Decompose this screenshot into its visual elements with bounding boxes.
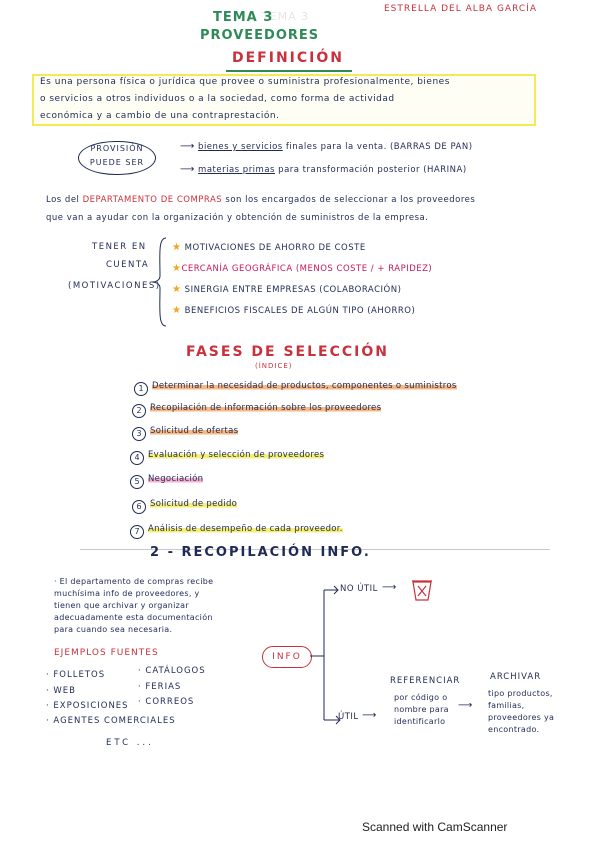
etc-text: ETC ...: [106, 738, 154, 748]
recopilacion-line-5: para cuando sea necesaria.: [54, 625, 173, 634]
fuente-item: · EXPOSICIONES: [46, 701, 129, 711]
fase-number: 5: [130, 475, 144, 489]
recopilacion-line-1: · El departamento de compras recibe: [54, 577, 214, 586]
tener-item-3-text: SINERGIA ENTRE EMPRESAS (COLABORACIÓN): [184, 285, 402, 295]
archivar-line: familias,: [488, 701, 525, 710]
provision-item-1-key: bienes y servicios: [198, 142, 283, 152]
fase-item-7-text: Análisis de desempeño de cada proveedor.: [148, 524, 343, 534]
provision-item-2: [180, 164, 467, 175]
referenciar-title: REFERENCIAR: [390, 676, 461, 686]
provision-oval: [78, 141, 156, 175]
provision-oval-line-2: PUEDE SER: [89, 158, 145, 167]
fase-item-4: [148, 450, 324, 460]
ejemplos-title: EJEMPLOS FUENTES: [54, 648, 159, 658]
tema-shadow-text: TEMA 3: [262, 10, 310, 23]
tener-label-2: CUENTA: [106, 260, 150, 270]
fases-title: FASES DE SELECCIÓN: [186, 344, 389, 360]
tener-item-2: [172, 263, 432, 274]
util-label: ÚTIL: [338, 712, 359, 722]
departamento-prefix: Los del: [46, 195, 83, 205]
recopilacion-line-4: adecuadamente esta documentación: [54, 613, 213, 622]
fase-number: 4: [130, 451, 144, 465]
recopilacion-title: 2 - RECOPILACIÓN INFO.: [150, 545, 371, 560]
fase-number: 3: [132, 427, 146, 441]
provision-item-1: [180, 141, 473, 152]
tener-item-1-text: MOTIVACIONES DE AHORRO DE COSTE: [184, 243, 366, 253]
referenciar-line: identificarlo: [394, 717, 446, 726]
scanner-watermark: Scanned with CamScanner: [362, 820, 508, 834]
provision-item-1-rest: finales para la venta. (BARRAS DE PAN): [282, 142, 473, 152]
tener-item-4-text: BENEFICIOS FISCALES DE ALGÚN TIPO (AHORRO): [184, 306, 416, 316]
departamento-line-1: [46, 192, 475, 208]
arrow-right-icon: ⟶: [382, 582, 397, 593]
fuente-item: · WEB: [46, 686, 77, 696]
fuente-item: · AGENTES COMERCIALES: [46, 716, 176, 726]
fuente-item: · CATÁLOGOS: [138, 666, 206, 676]
referenciar-line: por código o: [394, 693, 448, 702]
fase-number: 6: [132, 500, 146, 514]
fase-item-5-text: Negociación: [148, 474, 204, 484]
archivar-line: proveedores ya: [488, 713, 555, 722]
provision-oval-line-1: PROVISIÓN: [90, 144, 144, 153]
fase-item-5: [148, 474, 203, 484]
fase-number: 7: [130, 525, 144, 539]
fase-number: 2: [132, 404, 146, 418]
archivar-line: tipo productos,: [488, 689, 553, 698]
tener-item-1: [172, 242, 366, 253]
fase-number: 1: [134, 382, 148, 396]
tener-item-3: [172, 284, 401, 295]
tener-label-3: (MOTIVACIONES): [68, 281, 161, 291]
info-oval: INFO: [262, 646, 312, 668]
provision-item-2-rest: para transformación posterior (HARINA): [274, 165, 467, 175]
fase-item-6: [150, 499, 237, 509]
fase-item-1: [152, 381, 457, 391]
tener-item-2-text: CERCANÍA GEOGRÁFICA (MENOS COSTE / + RAPIDEZ): [181, 264, 433, 274]
arrow-right-icon: ⟶: [458, 700, 473, 711]
star-icon: ★: [172, 242, 182, 253]
author-name: ESTRELLA DEL ALBA GARCÍA: [384, 4, 537, 14]
fuente-item: · FERIAS: [138, 682, 182, 692]
fase-item-2: [150, 403, 381, 413]
fuente-item: · CORREOS: [138, 697, 195, 707]
definicion-underline: [226, 70, 352, 72]
definicion-line-1: Es una persona física o jurídica que provee o suministra profesionalmente, bienes: [40, 77, 450, 87]
fase-item-1-text: Determinar la necesidad de productos, componentes o suministros: [152, 381, 457, 391]
departamento-highlight: DEPARTAMENTO DE COMPRAS: [82, 195, 223, 205]
departamento-line-2: que van a ayudar con la organización y obtención de suministros de la empresa.: [46, 213, 429, 223]
archivar-text: [488, 688, 554, 736]
fase-item-3: [150, 426, 238, 436]
archivar-title: ARCHIVAR: [490, 672, 542, 682]
referenciar-text: [394, 692, 449, 728]
trash-bin-icon: [410, 576, 434, 602]
provision-item-2-key: materias primas: [198, 165, 275, 175]
star-icon: ★: [172, 284, 182, 295]
recopilacion-line-3: tienen que archivar y organizar: [54, 601, 189, 610]
fases-subtitle: (ÍNDICE): [255, 362, 293, 370]
fase-item-7: [148, 524, 343, 534]
definicion-line-2: o servicios a otros individuos o a la sociedad, como forma de actividad: [40, 94, 395, 104]
star-icon: ★: [172, 263, 182, 274]
curly-brace-icon: [150, 236, 170, 328]
referenciar-line: nombre para: [394, 705, 449, 714]
star-icon: ★: [172, 305, 182, 316]
fase-item-3-text: Solicitud de ofertas: [150, 426, 239, 436]
arrow-right-icon: ⟶: [180, 164, 195, 175]
fase-item-4-text: Evaluación y selección de proveedores: [148, 450, 325, 460]
definicion-title: DEFINICIÓN: [232, 50, 344, 66]
recopilacion-paragraph: [54, 576, 213, 636]
arrow-right-icon: ⟶: [362, 710, 377, 721]
no-util-label: NO ÚTIL: [340, 584, 378, 594]
tener-item-4: [172, 305, 415, 316]
archivar-line: encontrado.: [488, 725, 540, 734]
definicion-line-3: económica y a cambio de una contraprestación.: [40, 111, 280, 121]
fuente-item: · FOLLETOS: [46, 670, 106, 680]
tema-title: TEMA 3: [213, 10, 274, 25]
recopilacion-line-2: muchísima info de proveedores, y: [54, 589, 200, 598]
page-subtitle: PROVEEDORES: [200, 28, 320, 43]
tener-label-1: TENER EN: [92, 242, 147, 252]
fase-item-2-text: Recopilación de información sobre los proveedores: [150, 403, 382, 413]
departamento-rest: son los encargados de seleccionar a los proveedores: [222, 195, 476, 205]
fase-item-6-text: Solicitud de pedido: [150, 499, 238, 509]
arrow-right-icon: ⟶: [180, 141, 195, 152]
